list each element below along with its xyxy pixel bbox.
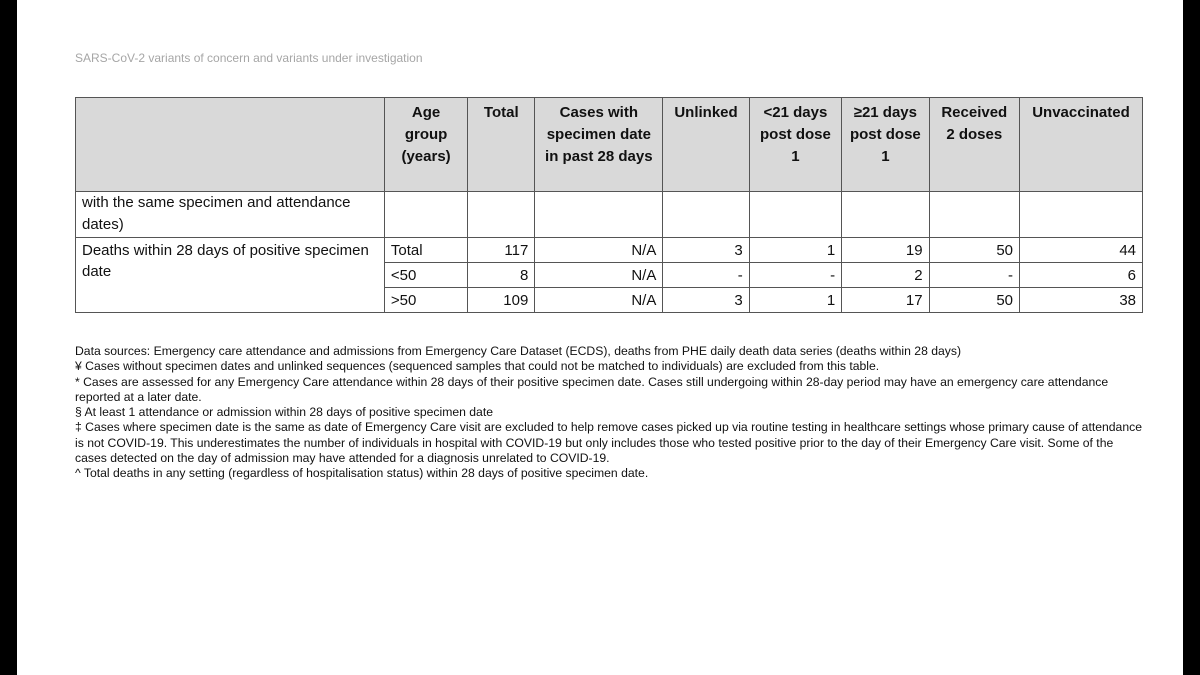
- cell-received2: -: [929, 263, 1019, 288]
- note-emergency-care: * Cases are assessed for any Emergency Care attendance within 28 days of their positive specimen date. Cases still undergoing within 28-day period may have an emergency care attendance reported at a later date.: [75, 374, 1109, 404]
- footnotes: [75, 344, 1145, 482]
- cell-unlinked: -: [663, 263, 749, 288]
- note-attendance: § At least 1 attendance or admission within 28 days of positive specimen date: [75, 405, 494, 420]
- header-cases-specimen: Cases with specimen date in past 28 days: [535, 98, 663, 192]
- header-age-group: Age group (years): [384, 98, 467, 192]
- table-row: [76, 192, 1143, 238]
- cell-total: 8: [468, 263, 535, 288]
- header-received-2-doses: Received 2 doses: [929, 98, 1019, 192]
- cell-unlinked: 3: [663, 238, 749, 263]
- table-header-row: [76, 98, 1143, 192]
- note-data-sources: Data sources: Emergency care attendance and admissions from Emergency Care Dataset (ECDS), deaths from PHE daily death data series (deaths within 28 days): [75, 344, 962, 358]
- header-blank: [76, 98, 385, 192]
- cell-cases: N/A: [535, 288, 663, 313]
- variants-table: [75, 97, 1143, 313]
- note-specimen-date: ‡ Cases where specimen date is the same as date of Emergency Care visit are excluded to help remove cases picked up via routine testing in healthcare settings whose primary cause of attendance is not COVID-19. This underestimates the number of individuals in hospital with COVID-19 but only includes those who tested positive prior to the day of their Emergency Care visit. Some of the cases detected on the day of admission may have attended for a diagnosis unrelated to COVID-19.: [75, 420, 1142, 466]
- cell-lt21: 1: [749, 238, 841, 263]
- cell-received2: 50: [929, 288, 1019, 313]
- cell-age: <50: [384, 263, 467, 288]
- cell-ge21: 19: [842, 238, 929, 263]
- document-title: SARS-CoV-2 variants of concern and variants under investigation: [75, 51, 423, 65]
- cell-unvaccinated: 6: [1020, 263, 1143, 288]
- header-ge21-days: ≥21 days post dose 1: [842, 98, 929, 192]
- deaths-label: Deaths within 28 days of positive specimen date: [76, 238, 385, 313]
- cell-lt21: 1: [749, 288, 841, 313]
- cell-received2: 50: [929, 238, 1019, 263]
- cell-unlinked: 3: [663, 288, 749, 313]
- cell-unvaccinated: 38: [1020, 288, 1143, 313]
- cell-age: Total: [384, 238, 467, 263]
- continuation-label: with the same specimen and attendance dates): [76, 192, 385, 238]
- header-unvaccinated: Unvaccinated: [1020, 98, 1143, 192]
- table-row: [76, 238, 1143, 263]
- note-total-deaths: ^ Total deaths in any setting (regardless of hospitalisation status) within 28 days of positive specimen date.: [75, 466, 649, 481]
- cell-lt21: -: [749, 263, 841, 288]
- cell-age: >50: [384, 288, 467, 313]
- cell-ge21: 2: [842, 263, 929, 288]
- cell-ge21: 17: [842, 288, 929, 313]
- cell-cases: N/A: [535, 238, 663, 263]
- header-total: Total: [468, 98, 535, 192]
- cell-total: 109: [468, 288, 535, 313]
- cell-cases: N/A: [535, 263, 663, 288]
- header-unlinked: Unlinked: [663, 98, 749, 192]
- document-page: [17, 0, 1183, 675]
- header-lt21-days: <21 days post dose 1: [749, 98, 841, 192]
- note-unlinked: ¥ Cases without specimen dates and unlinked sequences (sequenced samples that could not be matched to individuals) are excluded from this table.: [75, 359, 880, 374]
- cell-total: 117: [468, 238, 535, 263]
- cell-unvaccinated: 44: [1020, 238, 1143, 263]
